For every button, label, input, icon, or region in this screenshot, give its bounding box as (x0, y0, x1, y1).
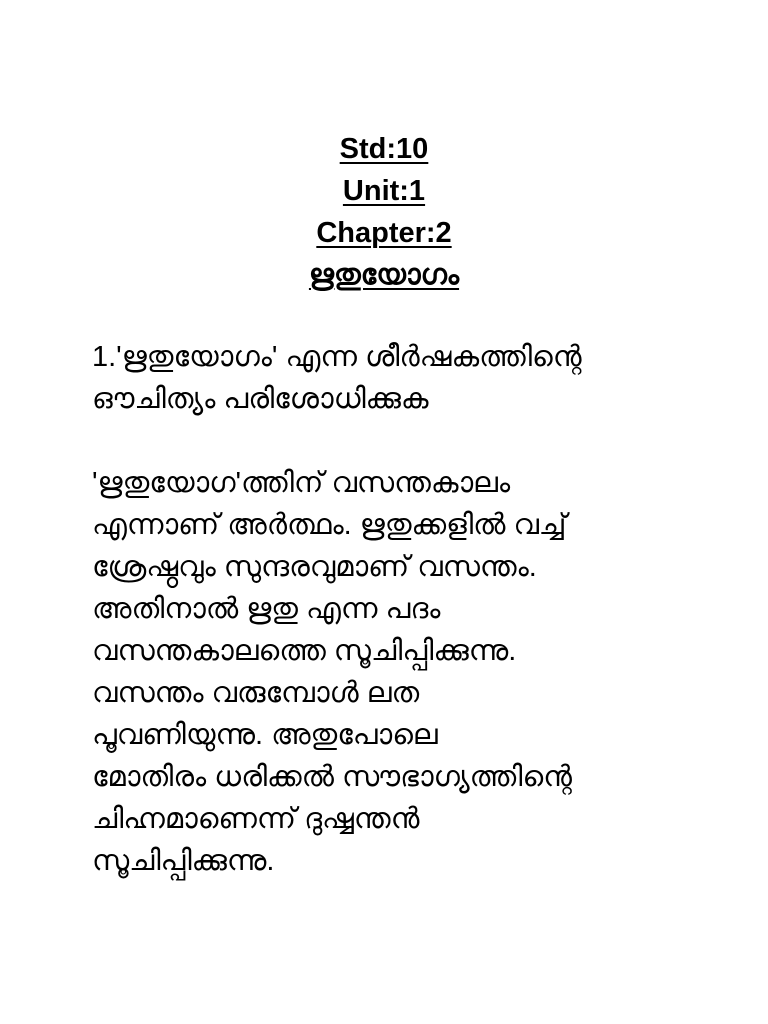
answer-line: പൂവണിയുന്നു. അതുപോലെ (92, 719, 438, 751)
answer-line: മോതിരം ധരിക്കൽ സൗഭാഗ്യത്തിന്റെ (92, 761, 572, 793)
answer-line: എന്നാണ് അർത്ഥം. ഋതുക്കളിൽ വച്ച് (92, 509, 567, 541)
chapter-heading: Chapter:2 (316, 217, 452, 249)
answer-line: സൂചിപ്പിക്കുന്നു. (92, 845, 275, 877)
answer-line: ചിഹ്നമാണെന്ന് ദുഷ്ഷന്തൻ (92, 803, 420, 835)
answer-block (92, 462, 712, 882)
question-line: ഔചിത്യം പരിശോധിക്കുക (92, 383, 429, 415)
question-block (92, 336, 712, 420)
answer-line: 'ഋതുയോഗ'ത്തിന് വസന്തകാലം (92, 467, 511, 499)
document-header (0, 128, 768, 296)
answer-line: അതിനാൽ ഋതു എന്ന പദം (92, 593, 441, 625)
standard-heading: Std:10 (339, 133, 429, 165)
answer-line: വസന്തകാലത്തെ സൂചിപ്പിക്കുന്നു. (92, 635, 517, 667)
unit-heading: Unit:1 (342, 175, 426, 207)
answer-line: വസന്തം വരുമ്പോൾ ലത (92, 677, 420, 709)
answer-line: ശ്രേഷ്ഠവും സുന്ദരവുമാണ് വസന്തം. (92, 551, 537, 583)
question-line: 1.'ഋതുയോഗം' എന്ന ശീർഷകത്തിന്റെ (92, 341, 582, 373)
lesson-title: ഋതുയോഗം (308, 259, 460, 291)
